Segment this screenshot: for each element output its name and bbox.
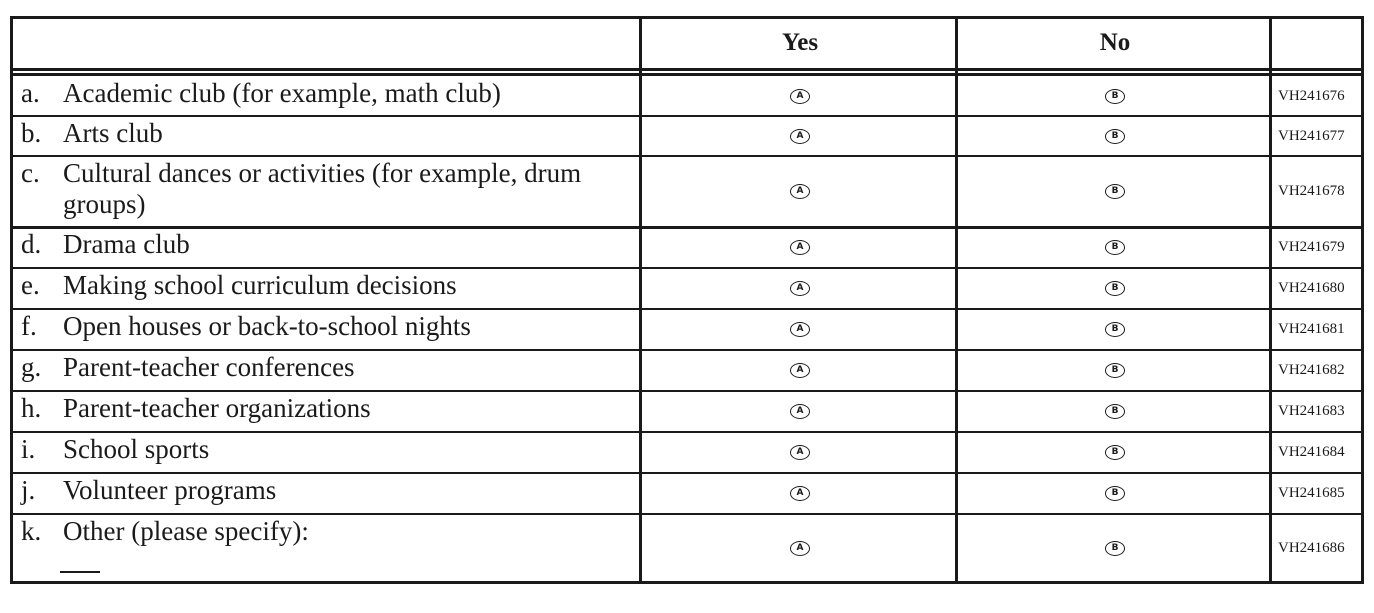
column-divider (639, 19, 642, 581)
item-code: VH241682 (1278, 362, 1345, 378)
column-divider (955, 19, 958, 581)
table-row (13, 432, 1361, 472)
item-text: School sports (63, 434, 210, 464)
yes-cell (642, 268, 958, 308)
code-cell (1272, 309, 1361, 349)
item-text: Parent-teacher organizations (63, 393, 371, 423)
item-letter: i. (21, 434, 36, 464)
code-cell (1272, 116, 1361, 155)
header-row (13, 19, 1361, 71)
header-double-rule (13, 68, 1361, 76)
no-bubble[interactable]: B (1105, 404, 1125, 419)
item-letter: h. (21, 393, 42, 423)
item-text: Parent-teacher conferences (63, 352, 355, 382)
item-text: Academic club (for example, math club) (63, 78, 501, 108)
header-code-cell (1272, 19, 1361, 71)
no-cell (958, 473, 1272, 513)
no-bubble[interactable]: B (1105, 129, 1125, 144)
no-cell (958, 514, 1272, 581)
yes-cell (642, 227, 958, 267)
yes-cell (642, 432, 958, 472)
yes-bubble[interactable]: A (790, 322, 810, 337)
yes-bubble[interactable]: A (790, 240, 810, 255)
no-bubble[interactable]: B (1105, 322, 1125, 337)
item-label-cell (13, 156, 642, 226)
no-bubble[interactable]: B (1105, 281, 1125, 296)
item-letter: f. (21, 311, 37, 341)
no-bubble[interactable]: B (1105, 184, 1125, 199)
item-code: VH241679 (1278, 239, 1345, 255)
item-letter: b. (21, 118, 42, 148)
code-cell (1272, 391, 1361, 431)
yes-cell (642, 350, 958, 390)
table-row (13, 514, 1361, 581)
no-cell (958, 268, 1272, 308)
no-bubble[interactable]: B (1105, 240, 1125, 255)
header-no-label: No (1099, 29, 1131, 56)
header-no-cell (958, 19, 1272, 71)
table-row (13, 116, 1361, 155)
item-text: Drama club (63, 229, 190, 259)
table-row (13, 391, 1361, 431)
yes-cell (642, 514, 958, 581)
item-text: Volunteer programs (63, 475, 277, 505)
survey-table (10, 16, 1364, 584)
yes-cell (642, 76, 958, 115)
item-label-cell (13, 514, 642, 581)
item-label-cell (13, 473, 642, 513)
item-letter: e. (21, 270, 40, 300)
code-cell (1272, 514, 1361, 581)
header-blank-cell (13, 19, 642, 71)
no-cell (958, 309, 1272, 349)
table-row (13, 268, 1361, 308)
code-cell (1272, 156, 1361, 226)
code-cell (1272, 432, 1361, 472)
no-cell (958, 391, 1272, 431)
no-bubble[interactable]: B (1105, 363, 1125, 378)
yes-cell (642, 391, 958, 431)
no-bubble[interactable]: B (1105, 89, 1125, 104)
no-bubble[interactable]: B (1105, 445, 1125, 460)
item-code: VH241678 (1278, 183, 1345, 199)
item-label-cell (13, 391, 642, 431)
yes-cell (642, 473, 958, 513)
item-text: Other (please specify): (63, 516, 309, 546)
table-row (13, 473, 1361, 513)
yes-cell (642, 116, 958, 155)
item-code: VH241684 (1278, 444, 1345, 460)
item-letter: c. (21, 158, 40, 188)
yes-bubble[interactable]: A (790, 363, 810, 378)
item-code: VH241680 (1278, 280, 1345, 296)
no-cell (958, 156, 1272, 226)
item-letter: g. (21, 352, 42, 382)
item-code: VH241685 (1278, 485, 1345, 501)
item-letter: j. (21, 475, 36, 505)
no-cell (958, 432, 1272, 472)
yes-bubble[interactable]: A (790, 541, 810, 556)
item-label-cell (13, 227, 642, 267)
item-letter: d. (21, 229, 42, 259)
code-cell (1272, 268, 1361, 308)
item-code: VH241677 (1278, 127, 1345, 144)
item-label-cell (13, 116, 642, 155)
yes-cell (642, 309, 958, 349)
table-row (13, 309, 1361, 349)
yes-bubble[interactable]: A (790, 281, 810, 296)
item-code: VH241676 (1278, 87, 1345, 104)
yes-bubble[interactable]: A (790, 404, 810, 419)
item-code: VH241686 (1278, 539, 1345, 556)
yes-bubble[interactable]: A (790, 445, 810, 460)
table-row (13, 227, 1361, 267)
item-label-cell (13, 350, 642, 390)
yes-cell (642, 156, 958, 226)
table-row (13, 76, 1361, 115)
item-text: Open houses or back-to-school nights (63, 311, 471, 341)
table-row (13, 156, 1361, 226)
specify-blank-line[interactable] (60, 571, 100, 573)
item-code: VH241683 (1278, 403, 1345, 419)
header-yes-label: Yes (781, 29, 819, 56)
code-cell (1272, 350, 1361, 390)
column-divider (1269, 19, 1272, 581)
item-text: Arts club (63, 118, 163, 148)
no-cell (958, 227, 1272, 267)
code-cell (1272, 227, 1361, 267)
header-yes-cell (642, 19, 958, 71)
yes-bubble[interactable]: A (790, 184, 810, 199)
no-cell (958, 116, 1272, 155)
item-code: VH241681 (1278, 321, 1345, 337)
no-cell (958, 350, 1272, 390)
table-row (13, 350, 1361, 390)
yes-bubble[interactable]: A (790, 486, 810, 501)
item-label-cell (13, 268, 642, 308)
code-cell (1272, 473, 1361, 513)
no-bubble[interactable]: B (1105, 486, 1125, 501)
no-bubble[interactable]: B (1105, 541, 1125, 556)
item-letter: k. (21, 516, 42, 546)
code-cell (1272, 76, 1361, 115)
item-label-cell (13, 432, 642, 472)
no-cell (958, 76, 1272, 115)
item-text: Making school curriculum decisions (63, 270, 457, 300)
yes-bubble[interactable]: A (790, 89, 810, 104)
yes-bubble[interactable]: A (790, 129, 810, 144)
item-letter: a. (21, 78, 40, 108)
item-text: Cultural dances or activities (for example, drum groups) (63, 158, 582, 219)
item-label-cell (13, 76, 642, 115)
item-label-cell (13, 309, 642, 349)
